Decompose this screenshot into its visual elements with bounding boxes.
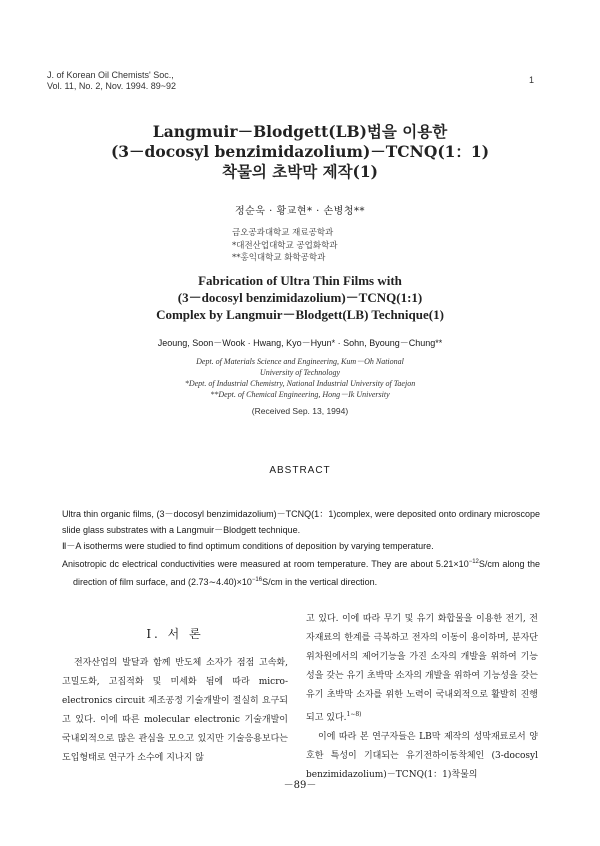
footer-page-number: －89－ bbox=[283, 780, 317, 791]
abstract-text: Anisotropic dc electrical conductivities were measured at room temperature. They are about 5.21×10 bbox=[62, 559, 469, 569]
journal-volume: Vol. 11, No. 2, Nov. 1994. 89~92 bbox=[47, 81, 177, 91]
body-text: 고 있다. 이에 따라 무기 및 유기 화합물을 이용한 전기, 전자재료의 한계를 극복하고 전자의 이동이 용이하며, 분자단위차원에서의 제어기능을 가진 소자의 개발을 위하여 기능성을 갖는 유기 초박막 소자의 개발을 위하여 기능성을 갖는 유기 초박막 소자를 위한 노력이 국내외적으로 활발히 진행되고 있다. bbox=[306, 614, 538, 723]
right-column bbox=[306, 610, 538, 785]
korean-title-line-2: (3－docosyl benzimidazolium)－TCNQ(1：1) bbox=[110, 142, 490, 161]
english-title-line-3: Complex by Langmuir－Blodgett(LB) Technique(1) bbox=[156, 307, 444, 322]
body-paragraph: 전자산업의 발달과 함께 반도체 소자가 점점 고속화, 고밀도화, 고집적화 및 미세화 됨에 따라 micro-electronics circuit 제조공정 기술개발이 절실히 요구되고 있다. 이에 따른 molecular electronic 기술개발이 국내외적으로 많은 관심을 모으고 있지만 기술응용보다는 도입형태로 연구가 소수에 지나지 않 bbox=[62, 658, 288, 763]
english-affiliation: **Dept. of Chemical Engineering, Hong－Ik University bbox=[210, 390, 390, 399]
received-date: (Received Sep. 13, 1994) bbox=[251, 406, 349, 416]
korean-affiliation: *대전산업대학교 공업화학과 bbox=[232, 240, 338, 251]
left-column bbox=[62, 610, 288, 768]
korean-affiliation: **홍익대학교 화학공학과 bbox=[232, 253, 326, 263]
korean-title bbox=[0, 122, 600, 182]
abstract-paragraph bbox=[62, 554, 540, 590]
korean-title-line-3: 착물의 초박막 제작(1) bbox=[221, 162, 379, 181]
abstract-paragraph: Ⅱ－A isotherms were studied to find optimum conditions of deposition by varying temperature. bbox=[62, 541, 434, 551]
english-affiliation: *Dept. of Industrial Chemistry, National Industrial University of Taejon bbox=[184, 379, 416, 388]
english-affiliations bbox=[0, 356, 600, 400]
abstract-text: S/cm in the vertical direction. bbox=[262, 577, 378, 587]
exponent: −16 bbox=[251, 577, 263, 583]
exponent: −12 bbox=[468, 559, 479, 565]
abstract-text: S/cm along the direction of film surface, and (2.73∼4.40)×10 bbox=[73, 559, 540, 587]
korean-title-line-1: Langmuir－Blodgett(LB)법을 이용한 bbox=[152, 122, 448, 141]
english-title bbox=[0, 272, 600, 323]
korean-affiliation: 금오공과대학교 재료공학과 bbox=[232, 228, 334, 238]
section-heading-introduction: Ⅰ. 서 론 bbox=[146, 627, 204, 641]
english-title-line-2: (3－docosyl benzimidazolium)－TCNQ(1:1) bbox=[177, 290, 423, 305]
reference-marker: 1∼8) bbox=[346, 711, 362, 718]
korean-authors: 정순욱 · 황교현* · 손병청** bbox=[234, 206, 365, 217]
body-paragraph: 이에 따라 본 연구자들은 LB막 제작의 성막재료로서 양호한 특성이 기대되는 유기전하이동착체인 (3-docosyl benzimidazolium)－TCNQ(1：1)착물의 bbox=[306, 732, 538, 780]
english-title-line-1: Fabrication of Ultra Thin Films with bbox=[198, 273, 402, 288]
english-affiliation: University of Technology bbox=[259, 368, 341, 377]
page-number: 1 bbox=[528, 75, 534, 85]
abstract-body bbox=[62, 506, 540, 590]
abstract-heading: ABSTRACT bbox=[269, 465, 331, 476]
korean-affiliations bbox=[232, 227, 338, 265]
english-authors: Jeoung, Soon－Wook · Hwang, Kyo－Hyun* · Sohn, Byoung－Chung** bbox=[157, 338, 443, 348]
body-paragraph bbox=[306, 610, 538, 728]
journal-citation bbox=[47, 70, 176, 92]
abstract-paragraph: Ultra thin organic films, (3－docosyl benzimidazolium)－TCNQ(1：1)complex, were deposited onto ordinary microscope slide glass substrates with a Langmuir－Blodgett technique. bbox=[62, 509, 540, 535]
journal-name: J. of Korean Oil Chemists' Soc., bbox=[47, 70, 174, 80]
english-affiliation: Dept. of Materials Science and Engineering, Kum－Oh National bbox=[196, 357, 404, 366]
